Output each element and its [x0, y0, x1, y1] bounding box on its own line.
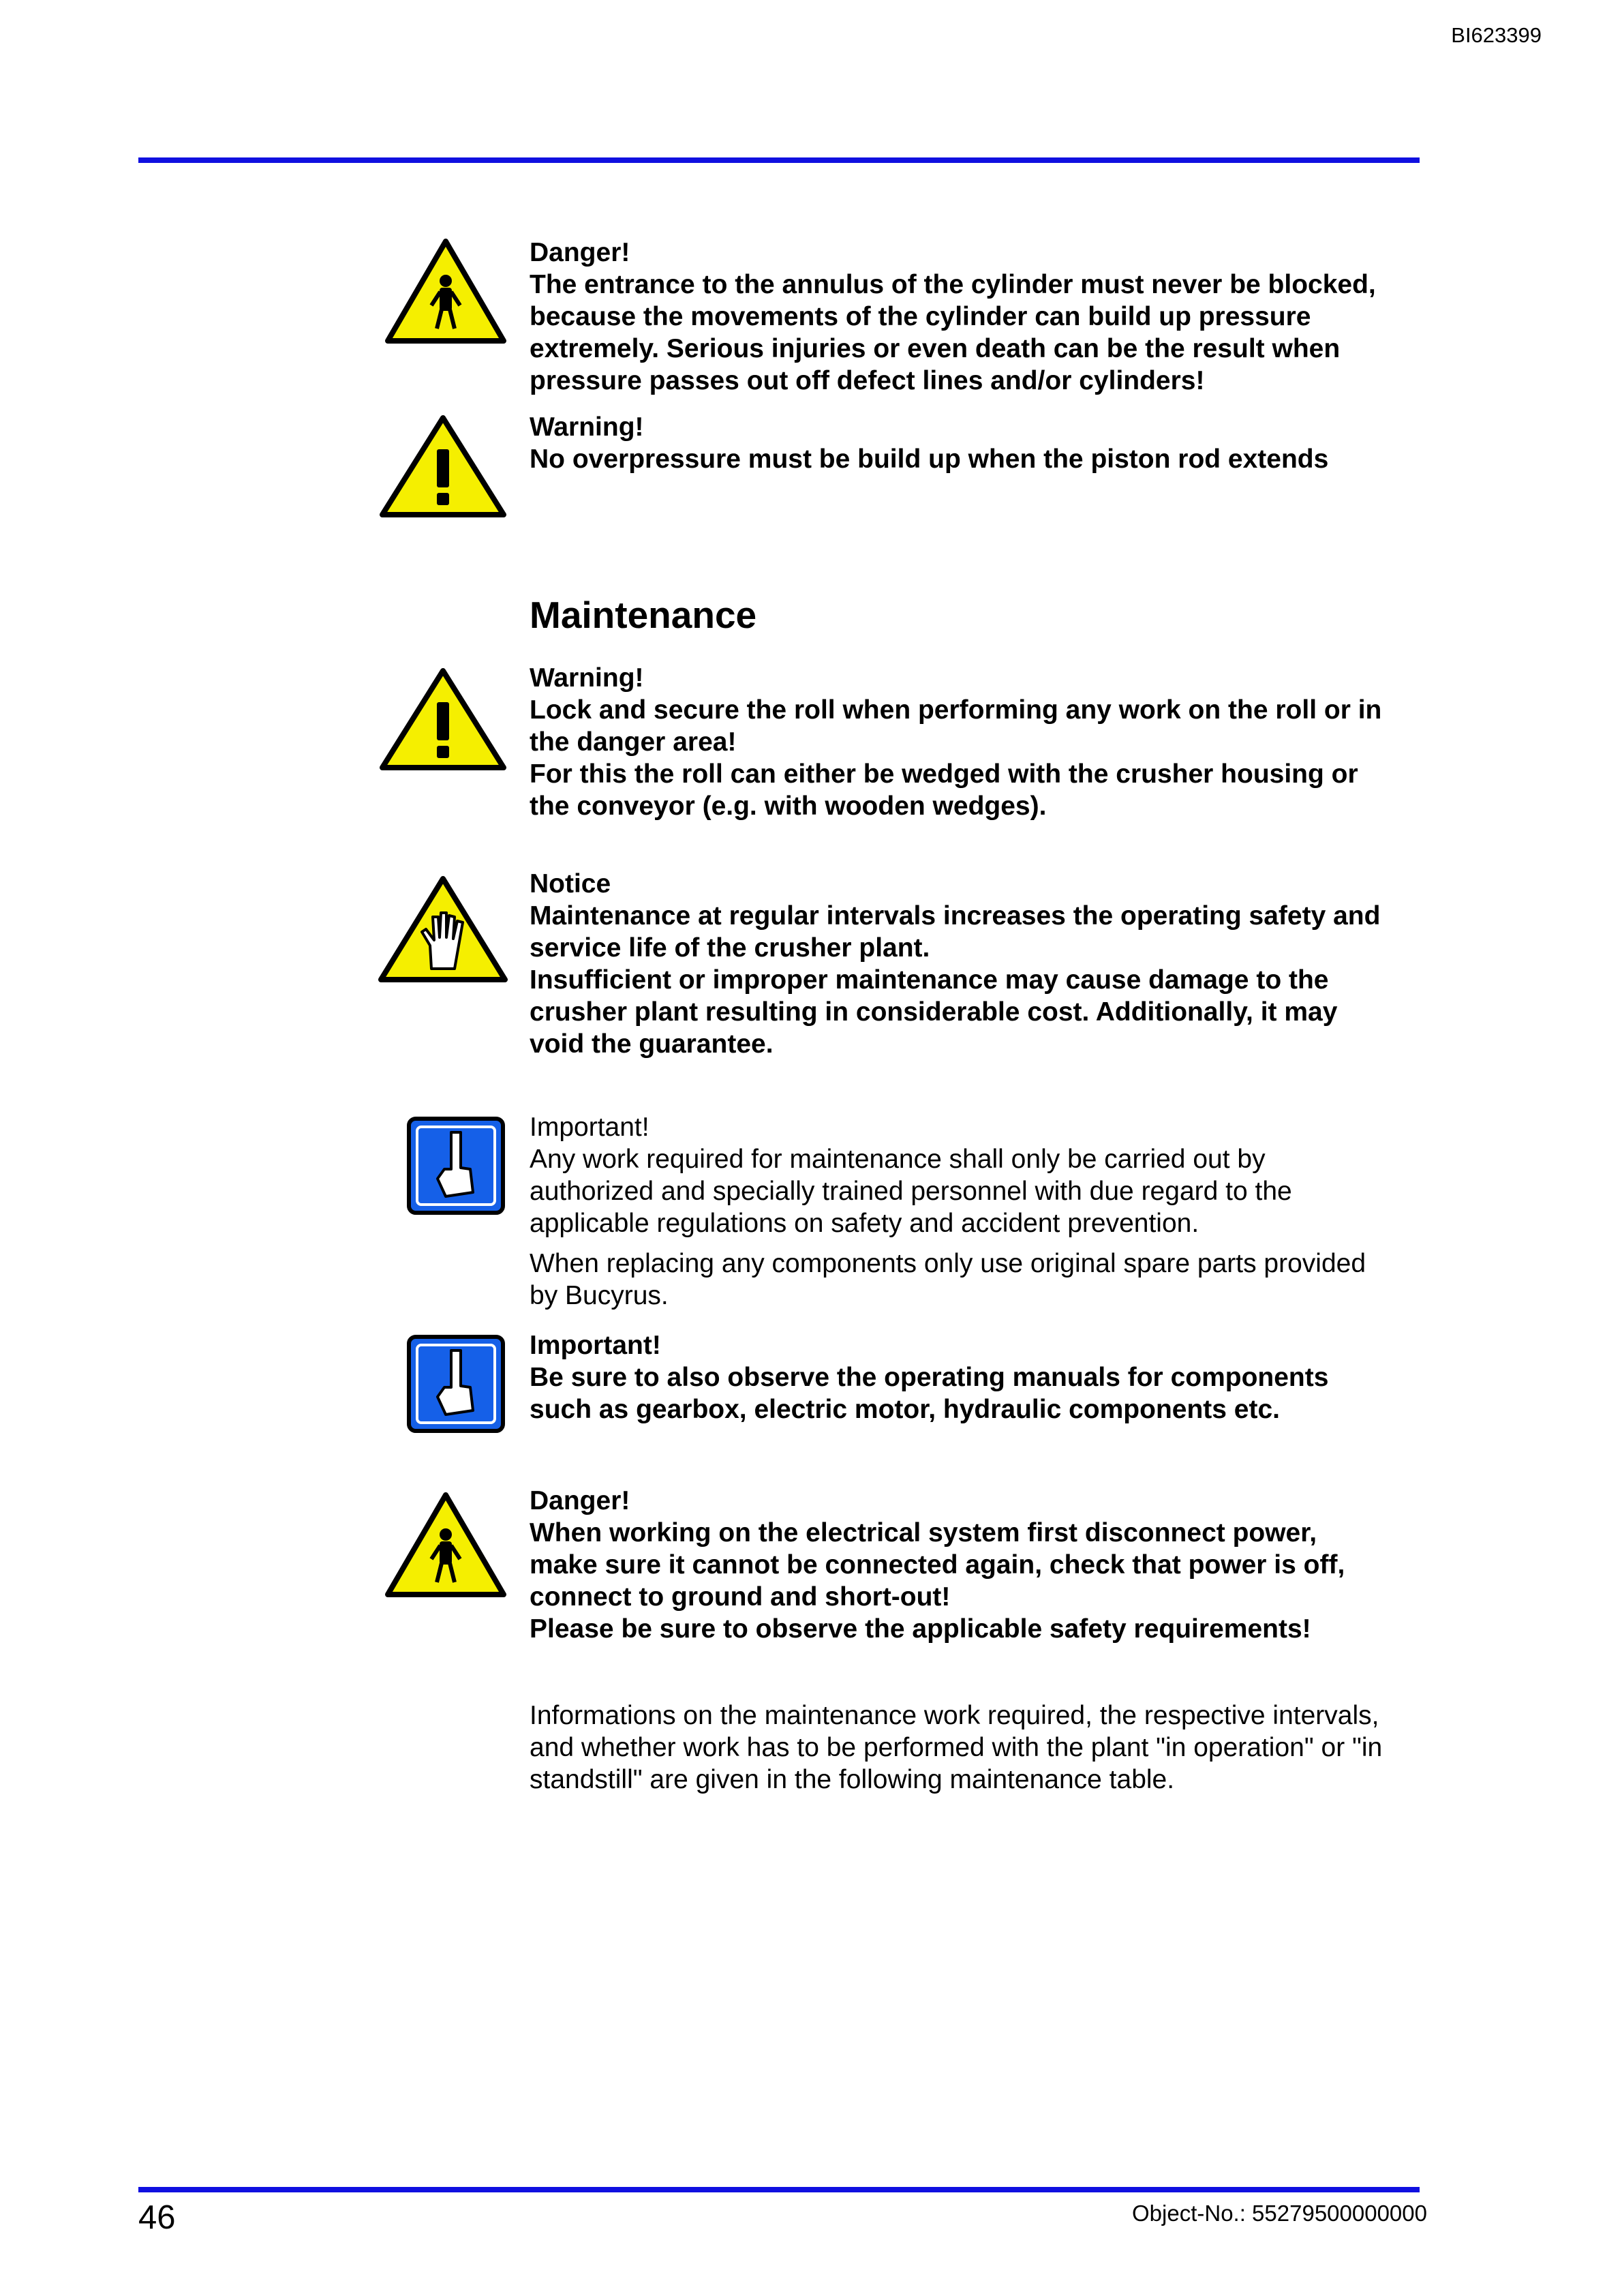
- header-rule: [138, 157, 1420, 163]
- notice-title: Notice: [530, 869, 611, 898]
- notice-title: Danger!: [530, 238, 630, 267]
- notice-line: Insufficient or improper maintenance may cause damage to the: [530, 965, 1329, 995]
- warning-exclamation-icon: [378, 667, 508, 772]
- notice-line: service life of the crusher plant.: [530, 933, 930, 963]
- warning-notice-roll: [530, 662, 1429, 822]
- paragraph-line: standstill" are given in the following maintenance table.: [530, 1765, 1175, 1794]
- notice-line: When replacing any components only use original spare parts provided: [530, 1249, 1366, 1278]
- danger-person-icon: [384, 1491, 508, 1599]
- notice-line: void the guarantee.: [530, 1029, 774, 1059]
- important-notice-manuals: [530, 1329, 1429, 1425]
- notice-line: the conveyor (e.g. with wooden wedges).: [530, 791, 1047, 821]
- notice-title: Important!: [530, 1113, 649, 1142]
- footer-rule: [138, 2187, 1420, 2192]
- notice-line: pressure passes out off defect lines and/or cylinders!: [530, 366, 1205, 395]
- notice-line: the danger area!: [530, 727, 737, 757]
- notice-line: connect to ground and short-out!: [530, 1582, 951, 1612]
- danger-notice-cylinder: [530, 237, 1429, 397]
- notice-line: When working on the electrical system first disconnect power,: [530, 1518, 1317, 1547]
- notice-line: Any work required for maintenance shall only be carried out by: [530, 1145, 1266, 1174]
- notice-title: Warning!: [530, 412, 644, 442]
- notice-line: make sure it cannot be connected again, check that power is off,: [530, 1550, 1345, 1580]
- closing-paragraph: [530, 1700, 1429, 1796]
- notice-title: Important!: [530, 1331, 661, 1360]
- warning-exclamation-icon: [378, 414, 508, 519]
- document-id: BI623399: [1451, 23, 1542, 47]
- notice-line: because the movements of the cylinder can build up pressure: [530, 302, 1311, 331]
- paragraph-line: and whether work has to be performed with the plant "in operation" or "in: [530, 1733, 1383, 1762]
- paragraph-line: Informations on the maintenance work required, the respective intervals,: [530, 1701, 1379, 1730]
- section-heading: Maintenance: [530, 594, 757, 636]
- important-notice-personnel: [530, 1111, 1429, 1312]
- object-number: Object-No.: 55279500000000: [1132, 2201, 1427, 2226]
- notice-line: such as gearbox, electric motor, hydraulic components etc.: [530, 1395, 1281, 1424]
- notice-maintenance-intervals: [530, 868, 1429, 1060]
- important-finger-icon: [406, 1334, 506, 1434]
- notice-line: No overpressure must be build up when the piston rod extends: [530, 444, 1329, 474]
- notice-line: by Bucyrus.: [530, 1281, 669, 1310]
- warning-notice-overpressure: [530, 411, 1429, 475]
- danger-person-icon: [384, 237, 508, 345]
- notice-line: Please be sure to observe the applicable safety requirements!: [530, 1614, 1311, 1644]
- notice-title: Danger!: [530, 1486, 630, 1515]
- notice-line: Be sure to also observe the operating manuals for components: [530, 1363, 1329, 1392]
- danger-notice-electrical: [530, 1485, 1429, 1645]
- page-number: 46: [138, 2199, 176, 2236]
- notice-line: applicable regulations on safety and accident prevention.: [530, 1209, 1199, 1238]
- notice-line: Maintenance at regular intervals increases the operating safety and: [530, 901, 1381, 931]
- notice-line: The entrance to the annulus of the cylinder must never be blocked,: [530, 270, 1376, 299]
- notice-line: crusher plant resulting in considerable cost. Additionally, it may: [530, 997, 1338, 1027]
- notice-line: Lock and secure the roll when performing any work on the roll or in: [530, 695, 1382, 725]
- important-finger-icon: [406, 1116, 506, 1215]
- notice-hand-icon: [377, 875, 509, 984]
- notice-line: extremely. Serious injuries or even death can be the result when: [530, 334, 1341, 363]
- notice-title: Warning!: [530, 663, 644, 693]
- notice-line: For this the roll can either be wedged with the crusher housing or: [530, 759, 1358, 789]
- notice-line: authorized and specially trained personnel with due regard to the: [530, 1177, 1292, 1206]
